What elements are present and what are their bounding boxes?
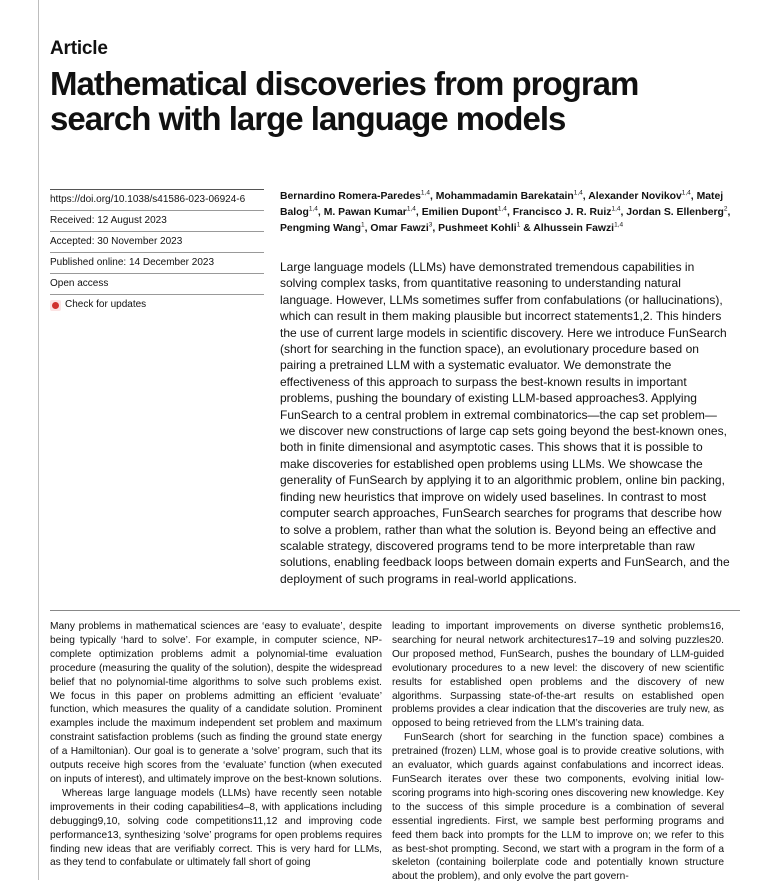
author-name[interactable]: Alexander Novikov$^{1,4}$, — [588, 189, 697, 202]
article-type-label: Article — [50, 38, 108, 59]
author-name[interactable]: Pushmeet Kohli$^1$ & — [438, 221, 534, 234]
article-metadata — [50, 189, 264, 315]
check-for-updates-label: Check for updates — [65, 299, 147, 310]
body-paragraph: Many problems in mathematical sciences are ‘easy to evaluate’, despite being typically ‘hard to solve’. For example, in computer science, NP-complete optimization problems admit a polynomial-time evaluation procedure (measuring the quality of the solution), despite the widespread belief that no polynomial-time algorithms to solve such problems exist. We focus in this paper on problems admitting an efficient ‘evaluate’ function, which measures the quality of a candidate solution. Prominent examples include the maximum independent set problem and maximum constraint satisfaction problems (such as finding the ground state energy of a Hamiltonian). Our goal is to generate a ‘solve’ program, such that its outputs receive high scores from the ‘evaluate’ function (when executed on inputs of interest), and ultimately improve on the best-known solutions. — [50, 621, 382, 785]
section-divider — [50, 610, 740, 611]
author-name[interactable]: Pengming Wang$^1$, — [280, 221, 371, 234]
published-date: Published online: 14 December 2023 — [50, 252, 264, 273]
body-paragraph: leading to important improvements on diverse synthetic problems16, searching for neural network architectures17–19 and solving puzzles20. Our proposed method, FunSearch, pushes the boundary of LLM-guided evolutionary procedures to a new level: the discovery of new scientific results for established open problems and the discovery of new algorithms. Surpassing state-of-the-art results on established open problems provides a clear indication that the discoveries are truly new, as opposed to being retrieved from the LLM’s training data. — [392, 621, 724, 730]
author-name[interactable]: Matej Balog$^{1,4}$, — [280, 191, 724, 218]
author-list — [280, 189, 740, 237]
author-name[interactable]: Emilien Dupont$^{1,4}$, — [421, 205, 513, 218]
body-column-right — [392, 620, 724, 884]
body-column-left — [50, 620, 382, 870]
author-name[interactable]: M. Pawan Kumar$^{1,4}$, — [323, 205, 422, 218]
check-for-updates-icon — [50, 300, 61, 311]
body-paragraph: Whereas large language models (LLMs) have recently seen notable improvements in their coding capabilities4–8, with applications including debugging9,10, solving code competitions11,12 and improving code performance13, synthesizing ‘solve’ programs for open problems requires finding new ideas that are verifiably correct. This is very hard for LLMs, as they tend to confabulate or ultimately fall short of going — [50, 787, 382, 869]
article-title: Mathematical discoveries from program search with large language models — [50, 65, 639, 137]
abstract-text: Large language models (LLMs) have demonstrated tremendous capabilities in solving complex tasks, from quantitative reasoning to understanding natural language. However, LLMs sometimes suffer from confabulations (or hallucinations), which can result in them making plausible but incorrect statements1,2. This hinders the use of current large models in scientific discovery. Here we introduce FunSearch (short for searching in the function space), an evolutionary procedure based on pairing a pretrained LLM with a systematic evaluator. We demonstrate the effectiveness of this approach to surpass the best-known results in important problems, pushing the boundary of existing LLM-based approaches3. Applying FunSearch to a central problem in extremal combinatorics—the cap set problem—we discover new constructions of large cap sets going beyond the best-known ones, both in finite dimensional and asymptotic cases. This shows that it is possible to make discoveries for established open problems using LLMs. We showcase the generality of FunSearch by applying it to an algorithmic problem, online bin packing, finding new heuristics that improve on widely used baselines. In contrast to most computer search approaches, FunSearch searches for programs that describe how to solve a problem, rather than what the solution is. Beyond being an effective and scalable strategy, discovered programs tend to be more interpretable than raw solutions, enabling feedback loops between domain experts and FunSearch, and the deployment of such programs in real-world applications. — [280, 260, 730, 586]
accepted-date: Accepted: 30 November 2023 — [50, 231, 264, 252]
doi-link[interactable]: https://doi.org/10.1038/s41586-023-06924-6 — [50, 189, 264, 210]
author-name[interactable]: Bernardino Romera-Paredes$^{1,4}$, — [280, 189, 436, 202]
page-frame-line — [38, 0, 39, 880]
author-name[interactable]: Francisco J. R. Ruiz$^{1,4}$, — [512, 205, 627, 218]
author-name[interactable]: Alhussein Fawzi$^{1,4}$ — [533, 221, 624, 234]
received-date: Received: 12 August 2023 — [50, 210, 264, 231]
author-name[interactable]: Jordan S. Ellenberg$^2$, — [626, 205, 731, 218]
author-name[interactable]: Omar Fawzi$^3$, — [370, 221, 439, 234]
author-name[interactable]: Mohammadamin Barekatain$^{1,4}$, — [435, 189, 589, 202]
open-access-label: Open access — [50, 273, 264, 294]
check-for-updates-button[interactable] — [50, 294, 264, 315]
body-paragraph: FunSearch (short for searching in the function space) combines a pretrained (frozen) LLM, whose goal is to provide creative solutions, with an evaluator, which guards against confabulations and incorrect ideas. FunSearch iterates over these two components, evolving initial low-scoring programs into high-scoring ones discovering new knowledge. Key to the success of this simple procedure is a combination of several essential ingredients. First, we sample best performing programs and feed them back into prompts for the LLM to improve on; we refer to this as best-shot prompting. Second, we start with a program in the form of a skeleton (containing boilerplate code and potentially known structure about the problem), and only evolve the part govern- — [392, 732, 724, 883]
